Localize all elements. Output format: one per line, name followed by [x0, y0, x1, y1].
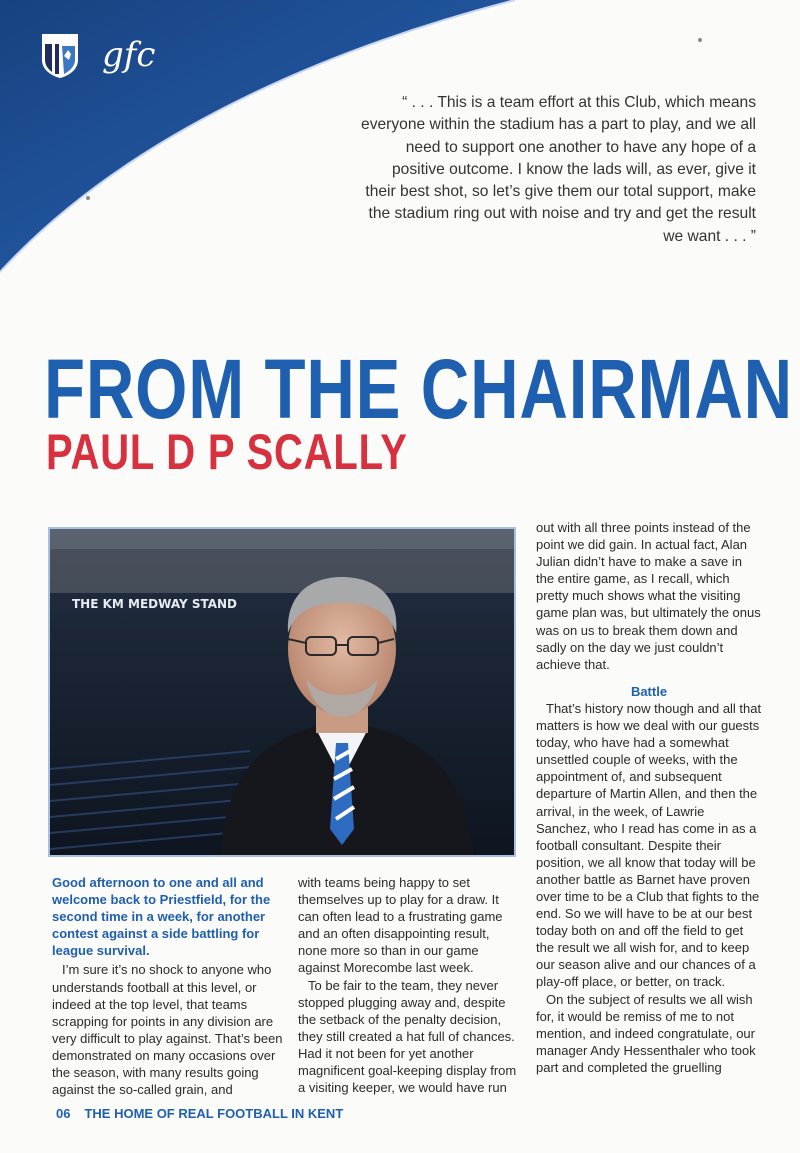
- scan-speck: [86, 196, 90, 200]
- club-crest-icon: [42, 34, 78, 78]
- intro-paragraph: Good afternoon to one and all and welcome back to Priestfield, for the second time in a week, for another contest against a side battling for league survival.: [52, 875, 271, 959]
- article-column-3: [536, 519, 762, 1076]
- paragraph: That’s history now though and all that matters is how we deal with our guests today, who have had a somewhat unsettled couple of weeks, with the appointment of, and subsequent departure of Martin Allen, and then the arrival, in the week, of Lawrie Sanchez, who I read has come in as a football consultant. Despite their position, we all know that today will be another battle as Barnet have proven over time to be a Club that fights to the end. So we will have to be at our best today both on and off the field to get the result we all wish for, and to keep our season alive and our chances of a play-off place, or better, on track.: [536, 700, 762, 990]
- author-name: PAUL D P SCALLY: [46, 424, 408, 480]
- paragraph: I’m sure it’s no shock to anyone who understands football at this level, or indeed at the top level, that teams scrapping for points in any division are very difficult to play against. That’s been demonstrated on many occasions over the season, with many results going against the so-called grain, and: [52, 962, 283, 1098]
- footer-tagline: THE HOME OF REAL FOOTBALL IN KENT: [84, 1106, 344, 1121]
- stand-sign: THE KM MEDWAY STAND: [72, 597, 238, 611]
- section-heading: Battle: [630, 683, 668, 699]
- page-footer: [56, 1106, 343, 1121]
- gfc-logo: [100, 34, 174, 78]
- pull-quote: “ . . . This is a team effort at this Club, which means everyone within the stadium has a part to play, and we all need to support one another to have any hope of a positive outcome. I know the lads will, as ever, give it their best shot, so let’s give them our total support, make the stadium ring out with noise and try and get the result we want . . . ”: [361, 94, 756, 245]
- page-number: 06: [56, 1106, 71, 1121]
- article-column-2: [298, 874, 520, 1096]
- svg-text:gfc: gfc: [102, 35, 156, 75]
- article-column-1: [52, 874, 284, 1098]
- paragraph: To be fair to the team, they never stopped plugging away and, despite the setback of the penalty decision, they still created a hat full of chances. Had it not been for yet another magnificent goal-keeping display from a visiting keeper, we would have run: [298, 977, 517, 1096]
- scan-speck: [698, 38, 702, 42]
- paragraph: with teams being happy to set themselves up to play for a draw. It can often lead to a frustrating game and an often disappointing result, none more so than in our game against Morecombe last week.: [298, 875, 503, 976]
- paragraph: On the subject of results we all wish for, it would be remiss of me to not mention, and indeed congratulate, our manager Andy Hessenthaler who took part and completed the gruelling: [536, 991, 756, 1075]
- paragraph: out with all three points instead of the point we did gain. In actual fact, Alan Julian didn’t have to make a save in the entire game, as I recall, which pretty much shows what the visiting game plan was, but ultimately the onus was on us to break them down and sadly on the day we just couldn’t achieve that.: [536, 520, 761, 672]
- page-title: FROM THE CHAIRMAN: [44, 342, 793, 436]
- chairman-photo: [48, 527, 516, 857]
